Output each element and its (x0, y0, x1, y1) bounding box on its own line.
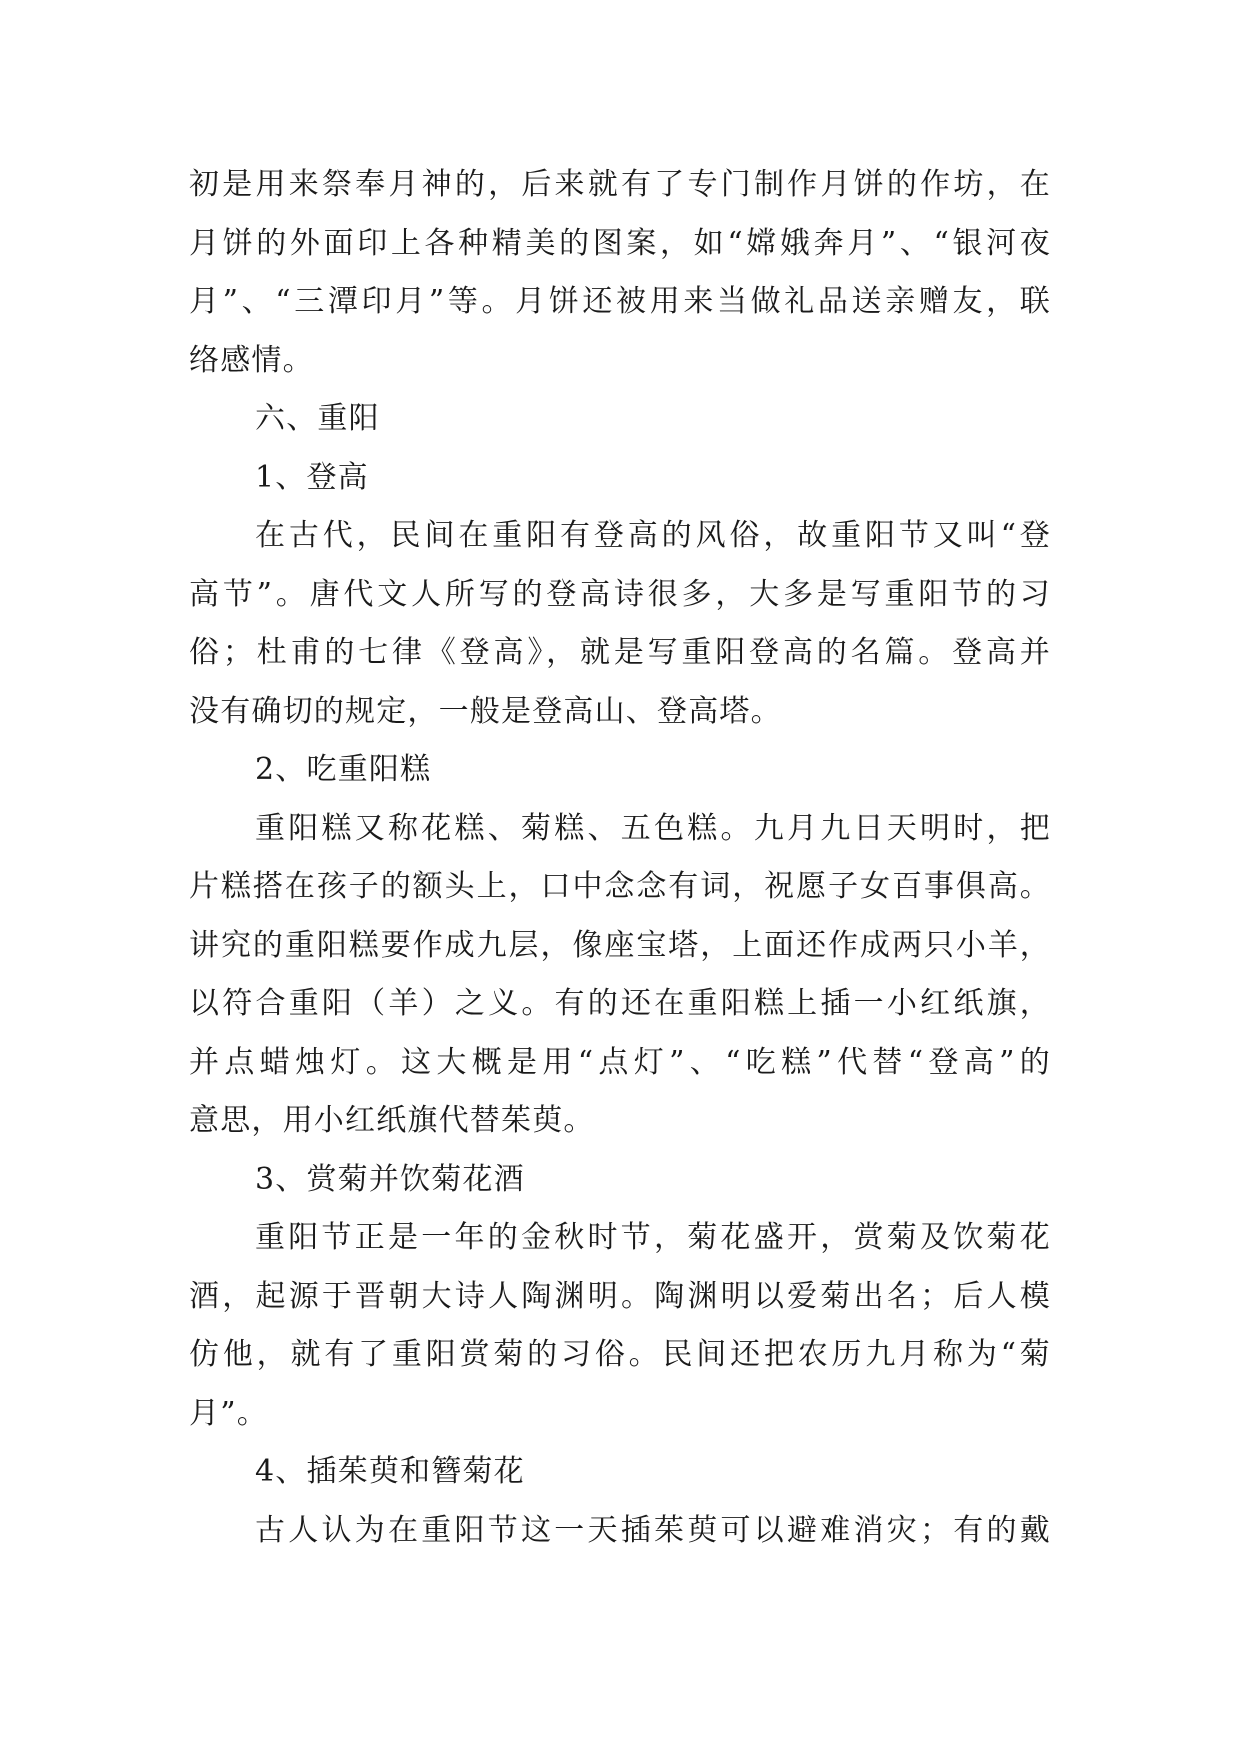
text-line: 古人认为在重阳节这一天插茱萸可以避难消灾；有的戴 (255, 1512, 1051, 1548)
text-line: 络感情。 (189, 342, 314, 378)
text-line: 月饼的外面印上各种精美的图案，如“嫦娥奔月”、“银河夜 (189, 225, 1051, 261)
text-line: 2、吃重阳糕 (255, 752, 432, 787)
text-line: 3、赏菊并饮菊花酒 (255, 1161, 525, 1197)
text-line: 重阳糕又称花糕、菊糕、五色糕。九月九日天明时，把 (255, 810, 1051, 846)
text-line: 重阳节正是一年的金秋时节，菊花盛开，赏菊及饮菊花 (255, 1220, 1051, 1255)
text-line: 并点蜡烛灯。这大概是用“点灯”、“吃糕”代替“登高”的 (189, 1044, 1051, 1080)
text-line: 以符合重阳（羊）之义。有的还在重阳糕上插一小红纸旗， (189, 986, 1051, 1021)
text-line: 高节”。唐代文人所写的登高诗很多，大多是写重阳节的习 (189, 576, 1051, 612)
text-line: 4、插茱萸和簪菊花 (255, 1454, 525, 1489)
text-line: 月”。 (189, 1395, 268, 1431)
text-line: 俗；杜甫的七律《登高》，就是写重阳登高的名篇。登高并 (189, 635, 1051, 670)
text-line: 仿他，就有了重阳赏菊的习俗。民间还把农历九月称为“菊 (189, 1337, 1051, 1372)
text-line: 初是用来祭奉月神的，后来就有了专门制作月饼的作坊，在 (189, 167, 1051, 202)
text-line: 没有确切的规定，一般是登高山、登高塔。 (189, 693, 782, 729)
document-body (189, 156, 1051, 1560)
text-line: 意思，用小红纸旗代替茱萸。 (189, 1103, 595, 1138)
text-line: 酒，起源于晋朝大诗人陶渊明。陶渊明以爱菊出名；后人模 (189, 1278, 1051, 1314)
text-line: 讲究的重阳糕要作成九层，像座宝塔，上面还作成两只小羊， (189, 927, 1051, 963)
text-line: 月”、“三潭印月”等。月饼还被用来当做礼品送亲赠友，联 (189, 284, 1051, 319)
text-line: 片糕搭在孩子的额头上，口中念念有词，祝愿子女百事俱高。 (189, 869, 1051, 904)
text-line: 六、重阳 (255, 401, 380, 436)
text-line: 在古代，民间在重阳有登高的风俗，故重阳节又叫“登 (255, 518, 1051, 553)
text-line: 1、登高 (255, 459, 369, 495)
